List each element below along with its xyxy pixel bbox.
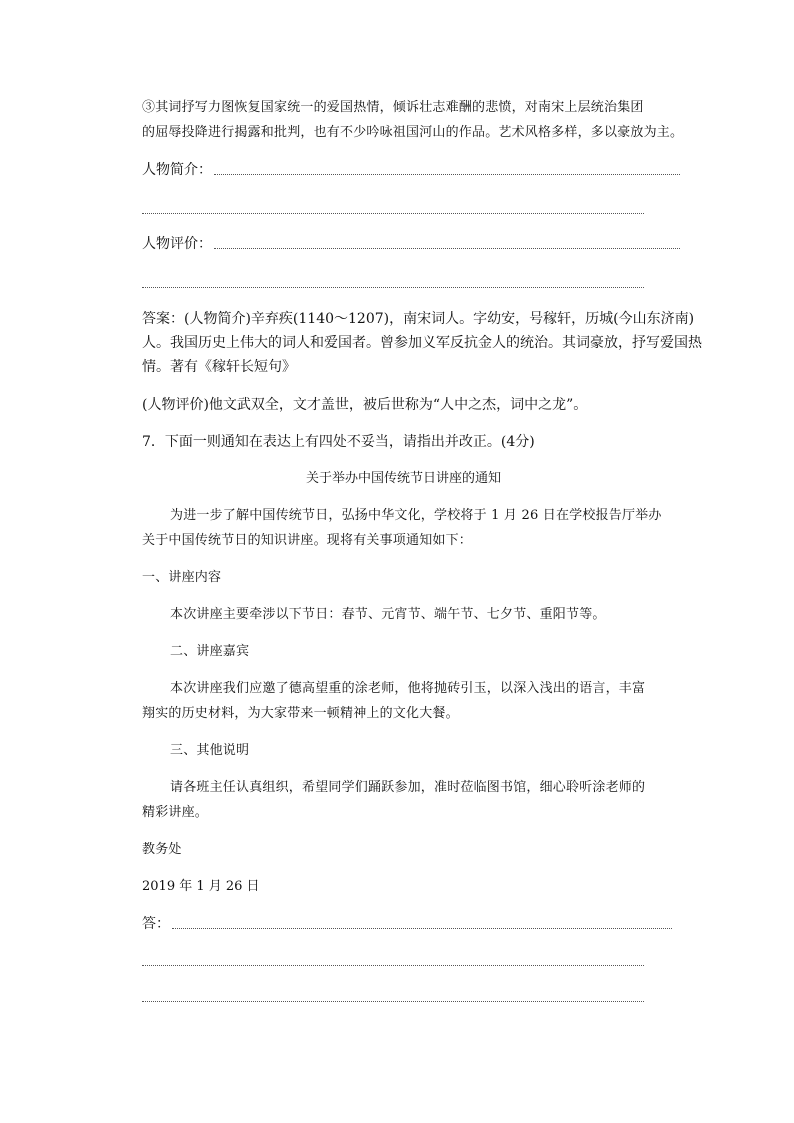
notice-section1-heading: 一、讲座内容: [142, 570, 222, 585]
evaluation-answer-field[interactable]: [142, 237, 680, 251]
notice-section3-line-2: 精彩讲座。: [142, 805, 209, 820]
notice-section1-text: 本次讲座主要牵涉以下节日：春节、元宵节、端午节、七夕节、重阳节等。: [170, 607, 606, 622]
answer6-line-4: (人物评价)他文武双全，文才盖世，被后世称为“人中之杰，词中之龙”。: [142, 397, 588, 413]
notice-section2-line-1: 本次讲座我们应邀了德高望重的涂老师，他将抛砖引玉，以深入浅出的语言，丰富: [170, 681, 646, 696]
profile-answer-field[interactable]: [142, 163, 680, 177]
answer6-line-1: 答案：(人物简介)辛弃疾(1140～1207)，南宋词人。字幼安，号稼轩，历城(今山东济南): [142, 311, 695, 327]
answer7-label: 答：: [142, 916, 170, 932]
intro-line-1: ③其词抒写力图恢复国家统一的爱国热情，倾诉壮志难酬的悲愤，对南宋上层统治集团: [142, 100, 644, 115]
notice-para1-line-2: 关于中国传统节日的知识讲座。现将有关事项通知如下：: [142, 533, 473, 548]
evaluation-fill-line: [214, 248, 680, 249]
evaluation-blank-line[interactable]: [142, 287, 644, 288]
notice-title: 关于举办中国传统节日讲座的通知: [306, 471, 502, 486]
notice-signer: 教务处: [142, 842, 182, 857]
intro-line-2: 的屈辱投降进行揭露和批判，也有不少吟咏祖国河山的作品。艺术风格多样，多以豪放为主。: [142, 125, 684, 140]
profile-blank-line[interactable]: [142, 213, 644, 214]
notice-section3-heading: 三、其他说明: [170, 743, 250, 758]
notice-para1-line-1: 为进一步了解中国传统节日，弘扬中华文化，学校将于 1 月 26 日在学校报告厅举办: [170, 508, 662, 523]
answer7-blank-line-1[interactable]: [142, 965, 644, 966]
answer7-field[interactable]: [142, 917, 672, 931]
profile-label: 人物简介：: [142, 162, 212, 178]
answer6-line-3: 情。著有《稼轩长短句》: [142, 359, 296, 375]
evaluation-label: 人物评价：: [142, 236, 212, 252]
profile-fill-line: [214, 174, 680, 175]
notice-section2-line-2: 翔实的历史材料，为大家带来一顿精神上的文化大餐。: [142, 706, 459, 721]
answer7-blank-line-2[interactable]: [142, 1001, 644, 1002]
question7-prompt: 7．下面一则通知在表达上有四处不妥当，请指出并改正。(4分): [142, 434, 535, 450]
notice-section3-line-1: 请各班主任认真组织，希望同学们踊跃参加，准时莅临图书馆，细心聆听涂老师的: [170, 780, 646, 795]
answer6-line-2: 人。我国历史上伟大的词人和爱国者。曾参加义军反抗金人的统治。其词豪放，抒写爱国热: [142, 335, 702, 351]
answer7-fill-line: [172, 928, 672, 929]
notice-section2-heading: 二、讲座嘉宾: [170, 644, 250, 659]
notice-date: 2019 年 1 月 26 日: [142, 879, 260, 894]
